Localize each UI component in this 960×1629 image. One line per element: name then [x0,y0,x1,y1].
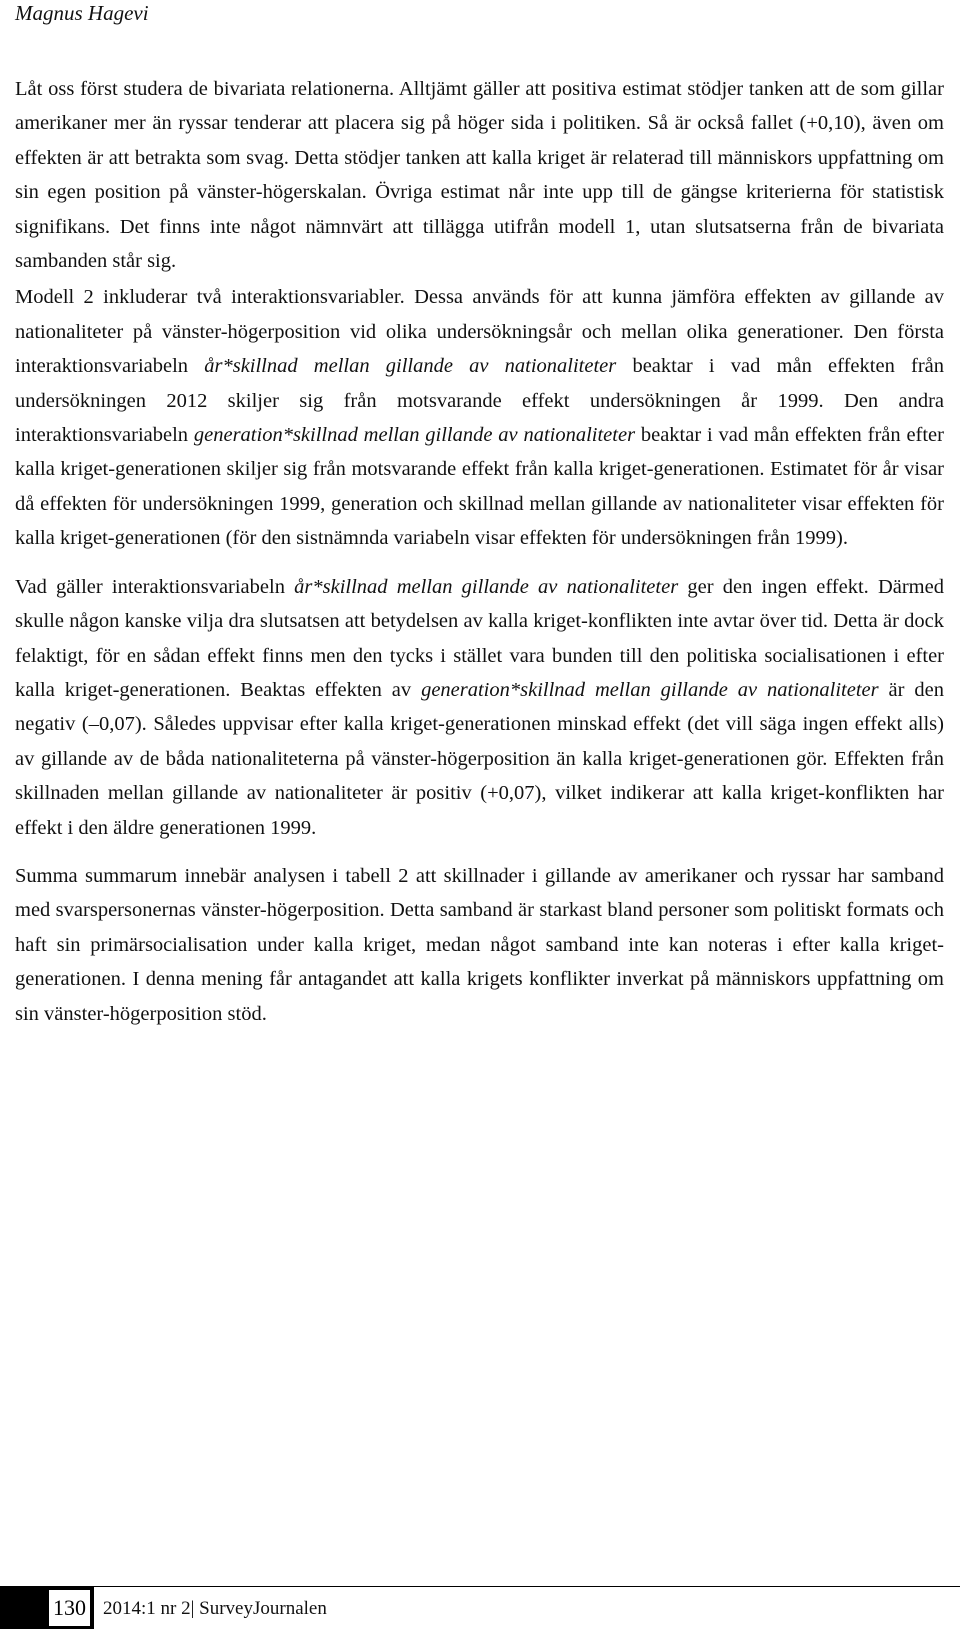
paragraph-model-2 [15,280,944,555]
variable-name-year-interaction: år*skillnad mellan gillande av nationaliteter [204,355,617,378]
page-number-box [0,1586,94,1629]
article-body [15,72,944,1031]
journal-info: 2014:1 nr 2| SurveyJournalen [103,1598,327,1619]
variable-name-generation-interaction: generation*skillnad mellan gillande av nationaliteter [193,424,636,447]
page-footer [0,1586,960,1629]
text-run: Modell 2 inkluderar två interaktionsvariabler. Dessa används för att kunna jämföra effekten av gillande av nationaliteter på vänster-högerposition vid olika undersökningsår och mellan olika generationer. Den första interaktionsvariabeln [15,286,944,378]
page-number: 130 [49,1590,90,1626]
variable-name-generation-interaction: generation*skillnad mellan gillande av nationaliteter [421,678,879,701]
paragraph-bivariate: Låt oss först studera de bivariata relationerna. Alltjämt gäller att positiva estimat stödjer tanken att de som gillar amerikaner mer än ryssar tenderar att placera sig på höger sida i politiken. Så är också fallet (+0,10), även om effekten är att betrakta som svag. Detta stödjer tanken att kalla kriget är relaterad till människors uppfattning om sin egen position på vänster-högerskalan. Övriga estimat når inte upp till de gängse kriterierna för statistisk signifikans. Det finns inte något nämnvärt att tillägga utifrån modell 1, utan slutsatserna från de bivariata sambanden står sig. [15,78,944,273]
variable-name-year-interaction: år*skillnad mellan gillande av nationaliteter [294,575,679,598]
text-run: ger den ingen effekt. Därmed skulle någon kanske vilja dra slutsatsen att betydelsen av kalla kriget-konflikten inte avtar över tid. Detta är dock felaktigt, för en sådan effekt finns men den tycks i stället vara bunden till den politiska socialisationen i efter kalla kriget-generationen. Beaktas effekten av [15,575,944,701]
text-run: är den negativ (–0,07). Således uppvisar efter kalla kriget-generationen minskad effekt (det vill säga ingen effekt alls) av gillande av de båda nationaliteterna på vänster-högerposition än kalla kriget-generationen gör. Effekten från skillnaden mellan gillande av nationaliteter är positiv (+0,07), vilket indikerar att kalla kriget-konflikten har effekt i den äldre generationen 1999. [15,678,944,839]
footer-rule [94,1586,960,1587]
text-run: beaktar i vad mån effekten från undersökningen 2012 skiljer sig från motsvarande effekt undersökningen år 1999. Den andra interaktionsvariabeln [15,355,944,447]
text-run: Vad gäller interaktionsvariabeln [15,575,295,598]
running-head-author: Magnus Hagevi [15,1,149,25]
text-run: beaktar i vad mån effekten från efter kalla kriget-generationen skiljer sig från motsvarande effekt från kalla kriget-generationen. Estimatet för år visar då effekten för undersökningen 1999, generation och skillnad mellan gillande av nationaliteter visar effekten för kalla kriget-generationen (för den sistnämnda variabeln visar effekten för undersökningen från 1999). [15,424,944,550]
paragraph-summary: Summa summarum innebär analysen i tabell 2 att skillnader i gillande av amerikaner och ryssar har samband med svarspersonernas vänster-högerposition. Detta samband är starkast bland personer som politiskt formats och haft sin primärsocialisation under kalla kriget, medan något samband inte kan noteras i efter kalla kriget-generationen. I denna mening får antagandet att kalla krigets konflikter inverkat på människors uppfattning om sin vänster-högerposition stöd. [15,864,944,1025]
paragraph-interaction-effects [15,570,944,845]
